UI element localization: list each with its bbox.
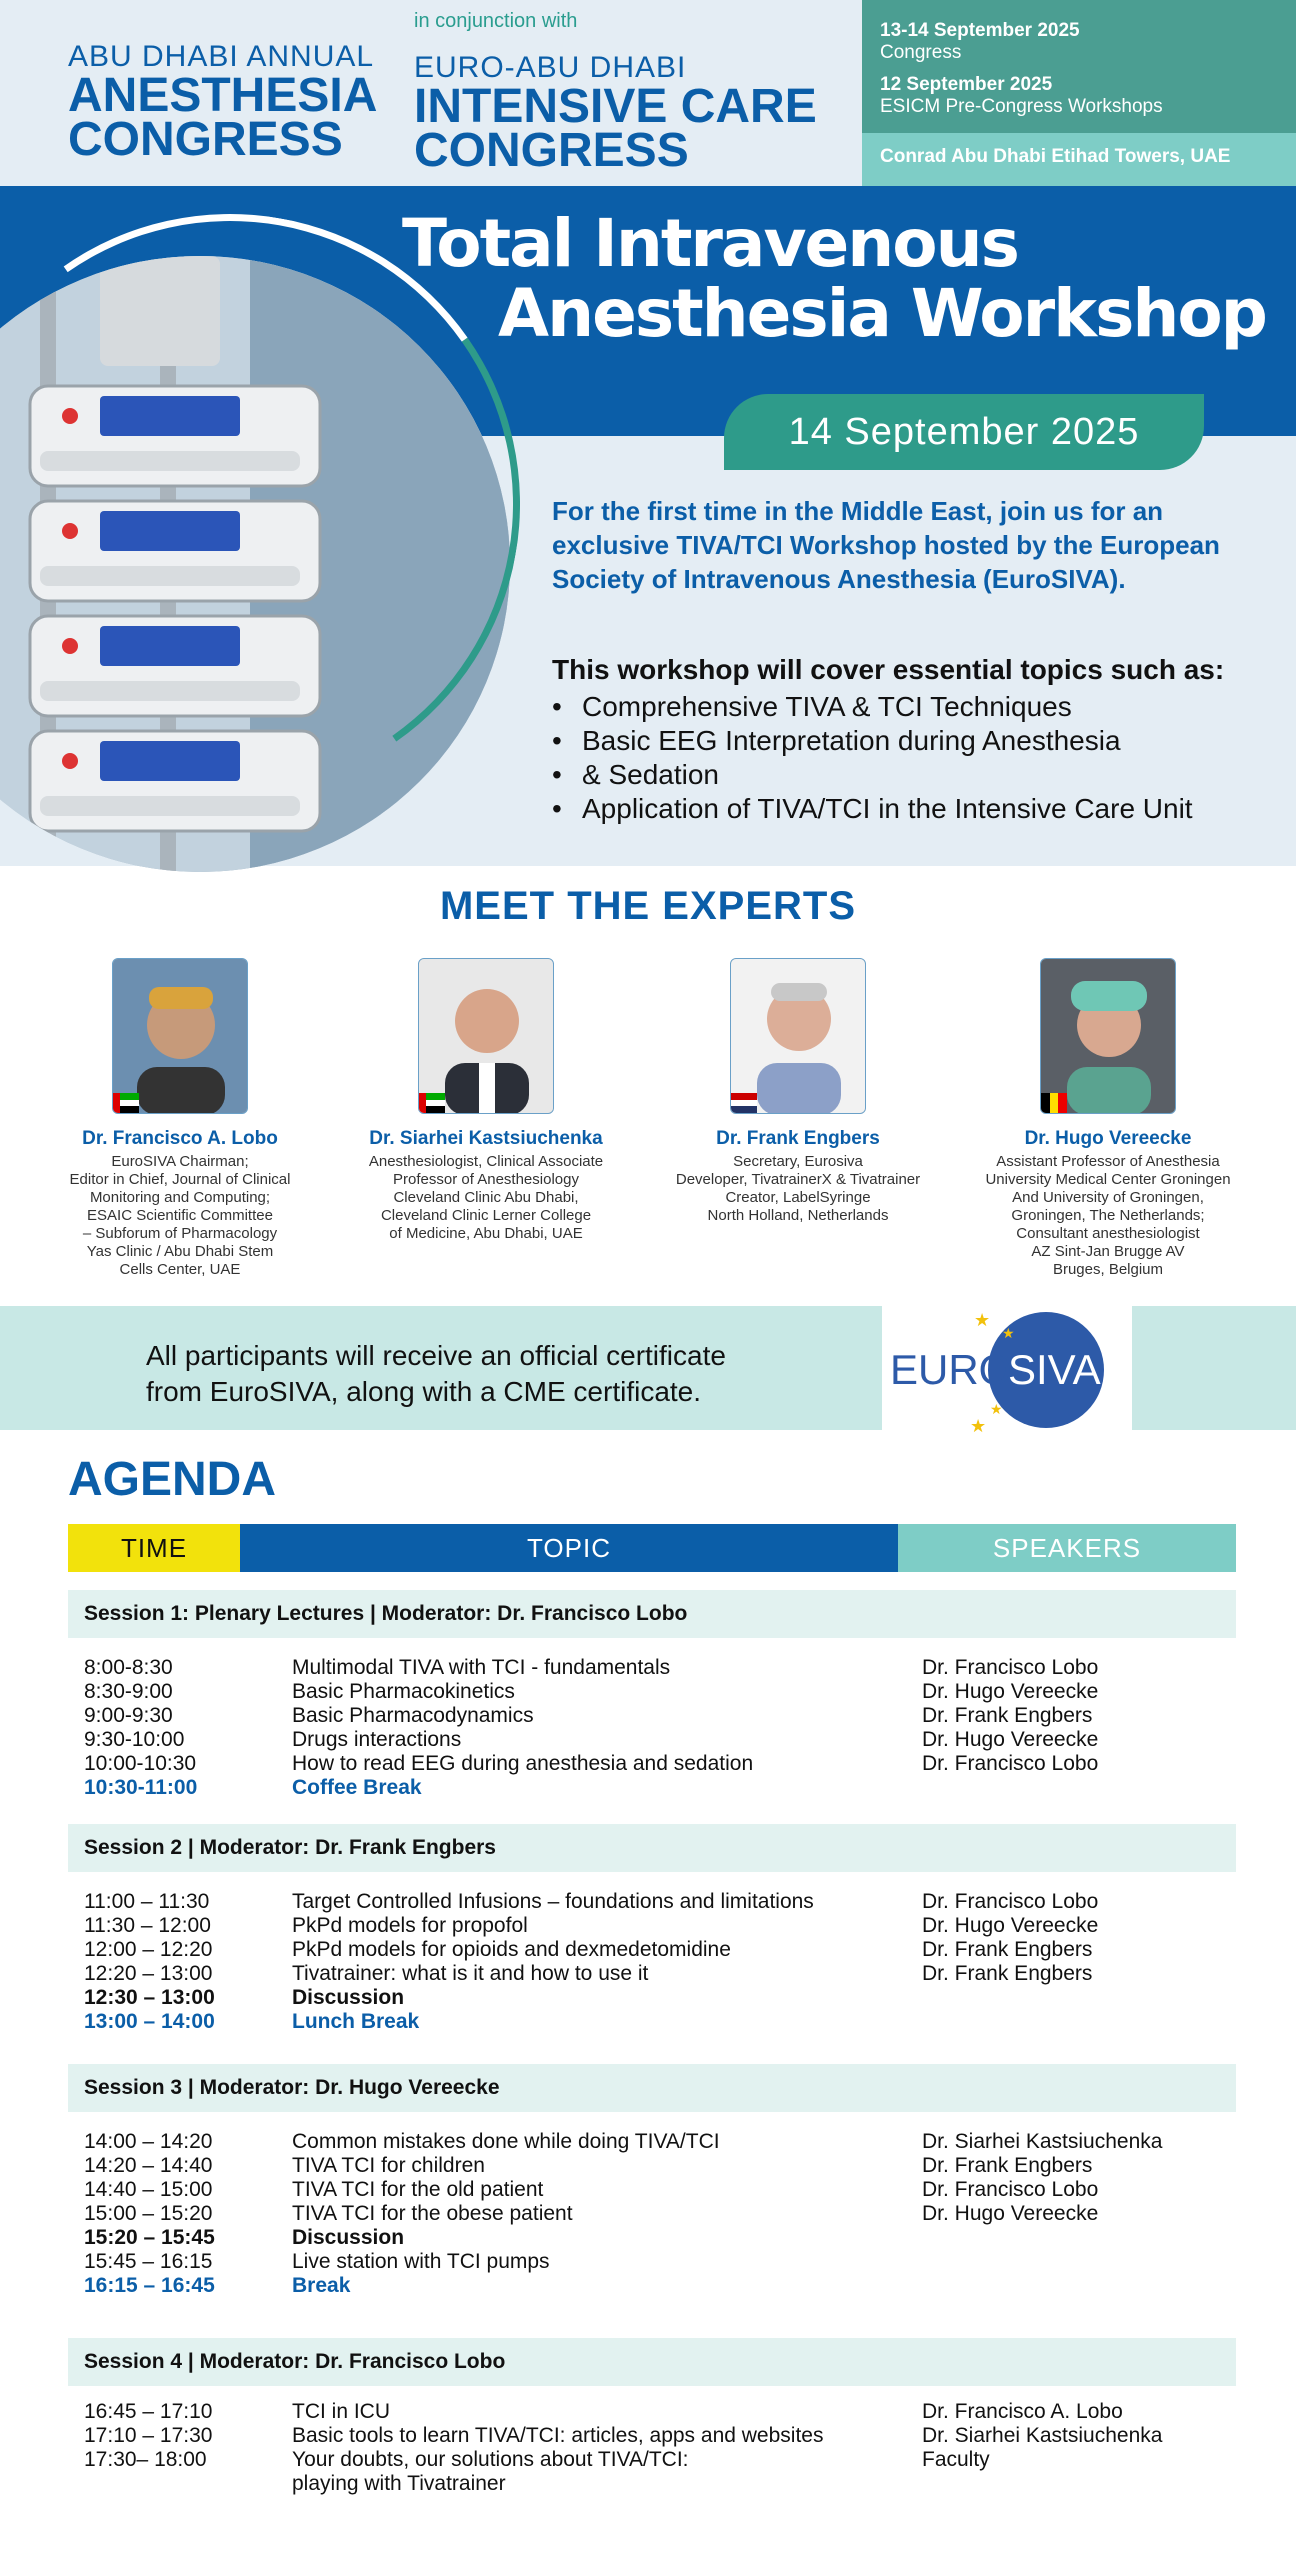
topics-list bbox=[552, 690, 1193, 826]
agenda-speaker: Dr. Hugo Vereecke bbox=[922, 1914, 1099, 1937]
agenda-topic: TIVA TCI for children bbox=[292, 2154, 485, 2177]
expert-photo bbox=[112, 958, 248, 1114]
agenda-time: 13:00 – 14:00 bbox=[84, 2010, 215, 2033]
meet-experts-heading: MEET THE EXPERTS bbox=[439, 884, 857, 928]
agenda-time: 17:30– 18:00 bbox=[84, 2448, 207, 2471]
agenda-topic: Discussion bbox=[292, 2226, 405, 2249]
anesthesia-congress-title: ABU DHABI ANNUAL ANESTHESIA CONGRESS bbox=[68, 40, 378, 166]
session-header: Session 4 | Moderator: Dr. Francisco Lobo bbox=[68, 2338, 1236, 2386]
agenda-topic: Common mistakes done while doing TIVA/TCI bbox=[292, 2130, 720, 2153]
expert-card: Dr. Francisco A. Lobo EuroSIVA Chairman; Editor in Chief, Journal of Clinical Monitoring and Computing; ESAIC Scientific Committee – Subforum of Pharmacology Yas Clinic / Abu Dhabi Stem Cells Center, UAE bbox=[30, 958, 330, 1279]
venue: Conrad Abu Dhabi Etihad Towers, UAE bbox=[862, 133, 1296, 186]
agenda-topic: Coffee Break bbox=[292, 1776, 422, 1799]
workshop-intro: For the first time in the Middle East, join us for an exclusive TIVA/TCI Workshop hosted by the European Society of Intravenous Anesthesia (EuroSIVA). bbox=[552, 496, 1220, 594]
agenda-speaker: Dr. Francisco Lobo bbox=[922, 1656, 1099, 1679]
hero bbox=[0, 186, 1296, 866]
agenda-time: 11:00 – 11:30 bbox=[84, 1890, 210, 1913]
agenda-topic: Basic Pharmacodynamics bbox=[292, 1704, 534, 1727]
congress-dates: 13-14 September 2025 Congress 12 September 2025 ESICM Pre-Congress Workshops bbox=[862, 0, 1296, 133]
agenda-speaker: Dr. Hugo Vereecke bbox=[922, 2202, 1099, 2225]
agenda-speaker: Dr. Francisco A. Lobo bbox=[922, 2400, 1123, 2423]
netherlands-flag-icon bbox=[731, 1093, 757, 1113]
agenda-topic: PkPd models for opioids and dexmedetomidine bbox=[292, 1938, 731, 1961]
agenda-time: 12:00 – 12:20 bbox=[84, 1938, 213, 1961]
agenda-time: 16:45 – 17:10 bbox=[84, 2400, 213, 2423]
column-time: TIME bbox=[68, 1524, 240, 1572]
expert-description: Assistant Professor of Anesthesia University Medical Center Groningen And University of Groningen, Groningen, The Netherlands; Consultant anesthesiologist AZ Sint-Jan Brugge AV Bruges, Belgium bbox=[985, 1153, 1231, 1278]
topic-item: • Application of TIVA/TCI in the Intensive Care Unit bbox=[552, 792, 1193, 826]
agenda-time: 10:30-11:00 bbox=[84, 1776, 198, 1799]
agenda-speaker: Dr. Hugo Vereecke bbox=[922, 1728, 1099, 1751]
agenda-speaker: Dr. Frank Engbers bbox=[922, 1704, 1093, 1727]
agenda-speaker: Dr. Siarhei Kastsiuchenka bbox=[922, 2424, 1163, 2447]
agenda-topic: Your doubts, our solutions about TIVA/TCI: bbox=[292, 2448, 689, 2471]
expert-photo bbox=[730, 958, 866, 1114]
intensive-care-congress-title: in conjunction with EURO-ABU DHABI INTENSIVE CARE CONGRESS bbox=[414, 10, 817, 177]
svg-text:SIVA: SIVA bbox=[1008, 1346, 1101, 1393]
topic-item: • Comprehensive TIVA & TCI Techniques bbox=[552, 690, 1193, 724]
svg-text:EURO: EURO bbox=[890, 1346, 1012, 1393]
expert-card: Dr. Hugo Vereecke Assistant Professor of Anesthesia University Medical Center Groningen And University of Groningen, Groningen, The Netherlands; Consultant anesthesiologist AZ Sint-Jan Brugge AV Bruges, Belgium bbox=[958, 958, 1258, 1279]
portrait-icon bbox=[731, 959, 866, 1114]
workshop-title-line1: Total Intravenous bbox=[402, 205, 1018, 282]
session-header: Session 1: Plenary Lectures | Moderator: Dr. Francisco Lobo bbox=[68, 1590, 1236, 1638]
agenda-time: 8:00-8:30 bbox=[84, 1656, 173, 1679]
belgium-flag-icon bbox=[1041, 1093, 1067, 1113]
agenda-time: 15:20 – 15:45 bbox=[84, 2226, 215, 2249]
agenda-time: 12:30 – 13:00 bbox=[84, 1986, 215, 2009]
eurosiva-logo bbox=[882, 1296, 1132, 1444]
agenda-speaker: Dr. Frank Engbers bbox=[922, 1962, 1093, 1985]
agenda-time: 15:45 – 16:15 bbox=[84, 2250, 213, 2273]
portrait-icon bbox=[113, 959, 248, 1114]
expert-description: Anesthesiologist, Clinical Associate Professor of Anesthesiology Cleveland Clinic Abu Dhabi, Cleveland Clinic Lerner College of Medicine, Abu Dhabi, UAE bbox=[368, 1153, 604, 1242]
agenda-topic: TIVA TCI for the old patient bbox=[292, 2178, 544, 2201]
agenda-topic: Discussion bbox=[292, 1986, 405, 2009]
agenda-topic: playing with Tivatrainer bbox=[292, 2472, 506, 2495]
agenda-time: 11:30 – 12:00 bbox=[84, 1914, 211, 1937]
agenda-topic: Multimodal TIVA with TCI - fundamentals bbox=[292, 1656, 671, 1679]
workshop-date: 14 September 2025 bbox=[724, 394, 1204, 470]
column-speakers: SPEAKERS bbox=[898, 1524, 1236, 1572]
agenda-time: 14:00 – 14:20 bbox=[84, 2130, 213, 2153]
certificate-banner bbox=[0, 1306, 1296, 1436]
expert-photo bbox=[1040, 958, 1176, 1114]
column-topic: TOPIC bbox=[240, 1524, 898, 1572]
expert-card: Dr. Siarhei Kastsiuchenka Anesthesiologist, Clinical Associate Professor of Anesthesiology Cleveland Clinic Abu Dhabi, Cleveland Clinic Lerner College of Medicine, Abu Dhabi, UAE bbox=[336, 958, 636, 1243]
agenda-time: 9:00-9:30 bbox=[84, 1704, 173, 1727]
topic-item-continued: • & Sedation bbox=[552, 758, 1193, 792]
agenda-topic: TIVA TCI for the obese patient bbox=[292, 2202, 573, 2225]
expert-description: EuroSIVA Chairman; Editor in Chief, Journal of Clinical Monitoring and Computing; ESAIC Scientific Committee – Subforum of Pharmacology Yas Clinic / Abu Dhabi Stem Cells Center, UAE bbox=[69, 1153, 291, 1278]
agenda-topic: Drugs interactions bbox=[292, 1728, 462, 1751]
agenda-speaker: Dr. Frank Engbers bbox=[922, 2154, 1093, 2177]
topic-item: • Basic EEG Interpretation during Anesthesia bbox=[552, 724, 1193, 758]
agenda-topic: PkPd models for propofol bbox=[292, 1914, 528, 1937]
agenda-speaker: Dr. Francisco Lobo bbox=[922, 2178, 1099, 2201]
agenda-time: 16:15 – 16:45 bbox=[84, 2274, 215, 2297]
agenda-speaker: Dr. Francisco Lobo bbox=[922, 1752, 1099, 1775]
agenda-topic: How to read EEG during anesthesia and sedation bbox=[292, 1752, 754, 1775]
portrait-icon bbox=[419, 959, 554, 1114]
agenda-time: 14:40 – 15:00 bbox=[84, 2178, 213, 2201]
agenda-heading: AGENDA bbox=[68, 1453, 277, 1506]
agenda-table-header bbox=[68, 1524, 1236, 1572]
agenda-time: 8:30-9:00 bbox=[84, 1680, 173, 1703]
agenda-speaker: Dr. Frank Engbers bbox=[922, 1938, 1093, 1961]
svg-text:★: ★ bbox=[1002, 1325, 1015, 1341]
agenda-time: 10:00-10:30 bbox=[84, 1752, 197, 1775]
session-header: Session 3 | Moderator: Dr. Hugo Vereecke bbox=[68, 2064, 1236, 2112]
agenda-speaker: Faculty bbox=[922, 2448, 990, 2471]
header bbox=[0, 0, 1296, 186]
expert-description: Secretary, Eurosiva Developer, TivatrainerX & Tivatrainer Creator, LabelSyringe North Holland, Netherlands bbox=[675, 1153, 921, 1224]
agenda-time: 14:20 – 14:40 bbox=[84, 2154, 213, 2177]
agenda-topic: Basic tools to learn TIVA/TCI: articles, apps and websites bbox=[292, 2424, 824, 2447]
eurosiva-logo-icon bbox=[882, 1296, 1132, 1444]
agenda-topic: Lunch Break bbox=[292, 2010, 420, 2033]
agenda-speaker: Dr. Siarhei Kastsiuchenka bbox=[922, 2130, 1163, 2153]
certificate-text: All participants will receive an official certificate from EuroSIVA, along with a CME certificate. bbox=[146, 1340, 726, 1407]
agenda-time: 15:00 – 15:20 bbox=[84, 2202, 213, 2225]
agenda-topic: Tivatrainer: what is it and how to use it bbox=[292, 1962, 649, 1985]
agenda-speaker: Dr. Francisco Lobo bbox=[922, 1890, 1099, 1913]
workshop-title-line2: Anesthesia Workshop bbox=[498, 275, 1266, 352]
agenda-speaker: Dr. Hugo Vereecke bbox=[922, 1680, 1099, 1703]
agenda-topic: Target Controlled Infusions – foundations and limitations bbox=[292, 1890, 814, 1913]
expert-card: Dr. Frank Engbers Secretary, Eurosiva Developer, TivatrainerX & Tivatrainer Creator, LabelSyringe North Holland, Netherlands bbox=[648, 958, 948, 1225]
agenda-topic: Basic Pharmacokinetics bbox=[292, 1680, 515, 1703]
svg-text:★: ★ bbox=[990, 1401, 1003, 1417]
topics-heading: This workshop will cover essential topics such as: bbox=[552, 654, 1225, 685]
agenda-topic: Break bbox=[292, 2274, 351, 2297]
uae-flag-icon bbox=[113, 1093, 139, 1113]
uae-flag-icon bbox=[419, 1093, 445, 1113]
expert-photo bbox=[418, 958, 554, 1114]
portrait-icon bbox=[1041, 959, 1176, 1114]
agenda-time: 12:20 – 13:00 bbox=[84, 1962, 213, 1985]
agenda-topic: TCI in ICU bbox=[292, 2400, 391, 2423]
agenda-topic: Live station with TCI pumps bbox=[292, 2250, 550, 2273]
agenda-time: 17:10 – 17:30 bbox=[84, 2424, 213, 2447]
session-header: Session 2 | Moderator: Dr. Frank Engbers bbox=[68, 1824, 1236, 1872]
svg-text:★: ★ bbox=[974, 1310, 991, 1330]
agenda-time: 9:30-10:00 bbox=[84, 1728, 185, 1751]
svg-text:★: ★ bbox=[970, 1416, 987, 1436]
